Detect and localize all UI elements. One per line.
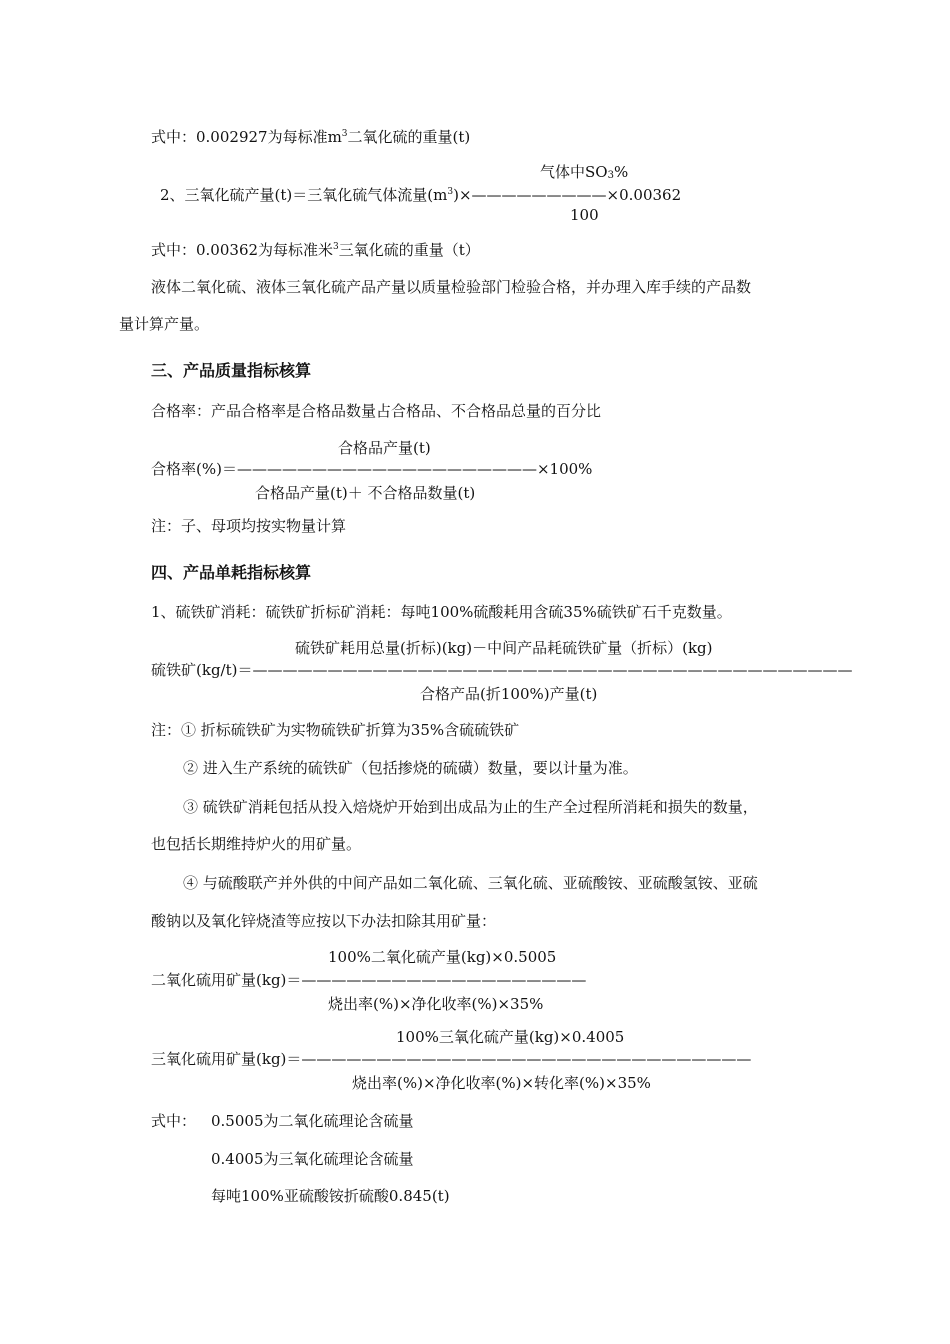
f2-main <box>160 185 681 205</box>
section3-heading: 三、产品质量指标核算 <box>151 361 312 380</box>
f5-main: 三氧化硫用矿量(kg)＝—————————————————————————————— <box>151 1050 752 1068</box>
f3-numerator: 硫铁矿耗用总量(折标)(kg)－中间产品耗硫铁矿量（折标）(kg) <box>295 639 713 657</box>
f2-num-text: 气体中SO <box>540 163 608 181</box>
where-item1: 0.5005为二氧化硫理论含硫量 <box>211 1112 414 1130</box>
section3-note: 注：子、母项均按实物量计算 <box>151 517 347 535</box>
section4-note4-line1: ④ 与硫酸联产并外供的中间产品如二氧化硫、三氧化硫、亚硫酸铵、亚硫酸氢铵、亚硫 <box>183 874 758 892</box>
f3-denominator: 合格产品(折100%)产量(t) <box>420 685 598 703</box>
f5-denominator: 烧出率(%)×净化收率(%)×转化率(%)×35% <box>352 1074 651 1092</box>
f2-note <box>151 240 480 260</box>
where-label: 式中： <box>151 1112 197 1130</box>
f-pass-numerator: 合格品产量(t) <box>338 439 431 457</box>
f1-note-sup: 3 <box>341 129 348 139</box>
f2-main-text: 2、三氧化硫产量(t)＝三氧化硫气体流量(m <box>160 186 448 204</box>
para1-line1: 液体二氧化硫、液体三氧化硫产品产量以质量检验部门检验合格，并办理入库手续的产品数 <box>151 278 752 296</box>
section4-note2: ② 进入生产系统的硫铁矿（包括掺烧的硫磺）数量，要以计量为准。 <box>183 759 638 777</box>
f2-num-text-2: % <box>613 163 629 181</box>
f2-num-sub: 3 <box>607 170 614 181</box>
where-item2: 0.4005为三氧化硫理论含硫量 <box>211 1150 414 1168</box>
section4-item1: 1、硫铁矿消耗：硫铁矿折标矿消耗：每吨100%硫酸耗用含硫35%硫铁矿石千克数量。 <box>151 603 732 621</box>
f4-numerator: 100%二氧化硫产量(kg)×0.5005 <box>328 948 557 966</box>
section4-note1: 注：① 折标硫铁矿为实物硫铁矿折算为35%含硫硫铁矿 <box>151 721 520 739</box>
f2-note-sup: 3 <box>333 242 339 252</box>
f3-main: 硫铁矿(kg/t)＝———————————————————————————————————————— <box>151 661 853 679</box>
section4-note3-line1: ③ 硫铁矿消耗包括从投入焙烧炉开始到出成品为止的生产全过程所消耗和损失的数量， <box>183 798 758 816</box>
section4-note3-line2: 也包括长期维持炉火的用矿量。 <box>151 835 362 853</box>
f-pass-main: 合格率(%)＝————————————————————×100% <box>151 460 593 478</box>
section4-heading: 四、产品单耗指标核算 <box>151 563 312 582</box>
section4-note4-line2: 酸钠以及氧化锌烧渣等应按以下办法扣除其用矿量： <box>151 912 497 930</box>
f2-note-text: 式中：0.00362为每标准米 <box>151 241 334 259</box>
f1-note-text-2: 二氧化硫的重量(t) <box>347 128 471 146</box>
f2-note-text-2: 三氧化硫的重量（t） <box>338 241 480 259</box>
f-pass-denominator: 合格品产量(t)＋ 不合格品数量(t) <box>255 484 476 502</box>
f2-denominator: 100 <box>570 206 599 224</box>
para1-line2: 量计算产量。 <box>119 315 210 333</box>
f2-main-text-2: )×—————————×0.00362 <box>453 186 682 204</box>
where-item3: 每吨100%亚硫酸铵折硫酸0.845(t) <box>211 1187 450 1205</box>
f2-main-sup: 3 <box>447 187 454 197</box>
f5-numerator: 100%三氧化硫产量(kg)×0.4005 <box>396 1028 625 1046</box>
section3-definition: 合格率：产品合格率是合格品数量占合格品、不合格品总量的百分比 <box>151 402 602 420</box>
f1-note-text: 式中：0.002927为每标准m <box>151 128 342 146</box>
f4-denominator: 烧出率(%)×净化收率(%)×35% <box>328 995 544 1013</box>
f2-numerator <box>540 162 628 182</box>
f1-note <box>151 127 470 147</box>
f4-main: 二氧化硫用矿量(kg)＝——————————————————— <box>151 971 587 989</box>
